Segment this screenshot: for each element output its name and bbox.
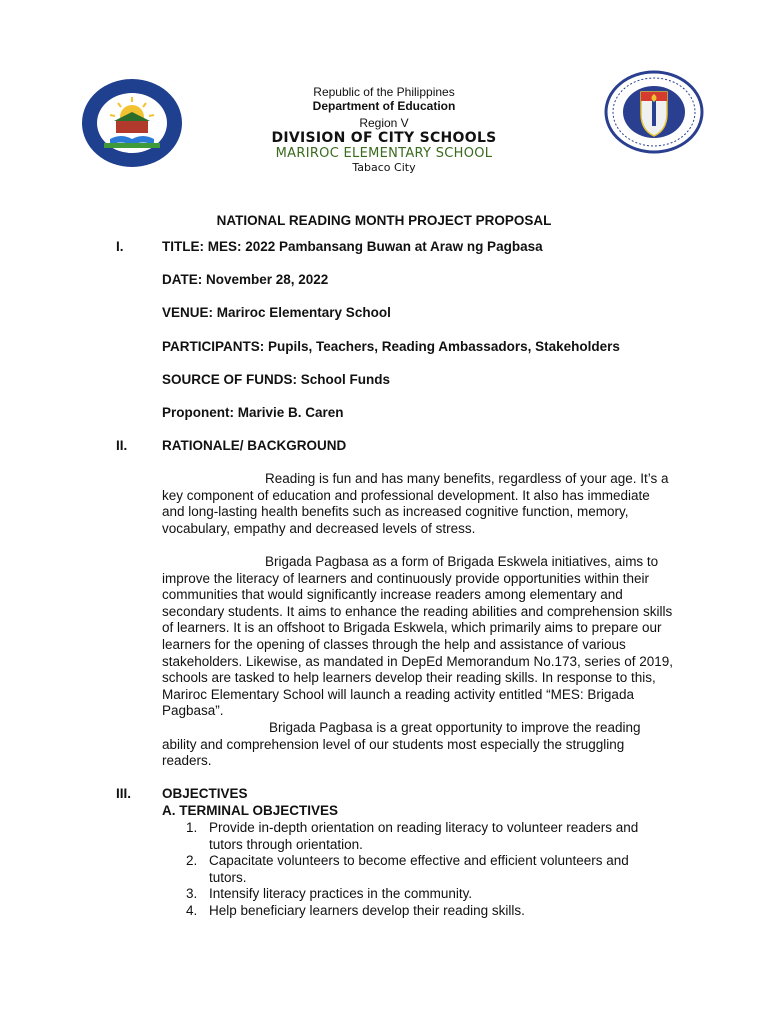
- rationale-paragraph-3: Brigada Pagbasa is a great opportunity to improve the reading ability and comprehension level of our students most especially the struggling readers.: [162, 720, 641, 769]
- section-one-numeral: I.: [116, 239, 124, 254]
- objective-number: 3.: [186, 886, 198, 901]
- objective-number: 1.: [186, 820, 198, 835]
- participants-line: PARTICIPANTS: Pupils, Teachers, Reading Ambassadors, Stakeholders: [162, 339, 620, 354]
- header-division: DIVISION OF CITY SCHOOLS: [271, 130, 497, 146]
- objectives-heading: OBJECTIVES: [162, 786, 248, 801]
- objective-number: 4.: [186, 903, 198, 918]
- objective-item: [186, 886, 666, 903]
- rationale-paragraph-1: Reading is fun and has many benefits, regardless of your age. It’s a key component of education and professional development. It also has immediate and long-lasting health benefits such as increased cognitive function, memory, vocabulary, empathy and decreased levels of stress.: [162, 471, 669, 536]
- header-republic: Republic of the Philippines: [313, 85, 455, 99]
- objective-item: [186, 820, 666, 853]
- date-line: DATE: November 28, 2022: [162, 272, 329, 287]
- objective-number: 2.: [186, 853, 198, 868]
- title-line: TITLE: MES: 2022 Pambansang Buwan at Araw ng Pagbasa: [162, 239, 543, 254]
- header-department: Department of Education: [312, 99, 456, 113]
- funds-line: SOURCE OF FUNDS: School Funds: [162, 372, 390, 387]
- objective-text: Provide in-depth orientation on reading literacy to volunteer readers and tutors through orientation.: [209, 820, 639, 852]
- terminal-objectives-heading: A. TERMINAL OBJECTIVES: [162, 803, 339, 818]
- objective-text: Intensify literacy practices in the community.: [209, 886, 473, 901]
- objective-item: [186, 903, 666, 920]
- header-city: Tabaco City: [352, 161, 416, 174]
- rationale-paragraph-2: Brigada Pagbasa as a form of Brigada Eskwela initiatives, aims to improve the literacy of learners and continuously provide opportunities within their communities that would significantly increase readers among elementary and secondary students. It aims to enhance the reading abilities and comprehension skills of learners. It is an offshoot to Brigada Eskwela, which primarily aims to prepare our learners for the opening of classes through the help and assistance of various stakeholders. Likewise, as mandated in DepEd Memorandum No.173, series of 2019, schools are tasked to help learners develop their reading skills. In response to this, Mariroc Elementary School will launch a reading activity entitled “MES: Brigada Pagbasa”.: [162, 554, 674, 719]
- venue-line: VENUE: Mariroc Elementary School: [162, 305, 391, 320]
- rationale-heading: RATIONALE/ BACKGROUND: [162, 438, 347, 453]
- header-school: MARIROC ELEMENTARY SCHOOL: [275, 146, 493, 161]
- objective-item: [186, 853, 666, 886]
- proponent-line: Proponent: Marivie B. Caren: [162, 405, 344, 420]
- document-title: NATIONAL READING MONTH PROJECT PROPOSAL: [216, 213, 552, 228]
- section-two-numeral: II.: [116, 438, 128, 453]
- header-region: Region V: [359, 116, 409, 130]
- section-three-numeral: III.: [116, 786, 132, 801]
- objective-text: Capacitate volunteers to become effective and efficient volunteers and tutors.: [209, 853, 629, 885]
- objective-text: Help beneficiary learners develop their reading skills.: [209, 903, 525, 918]
